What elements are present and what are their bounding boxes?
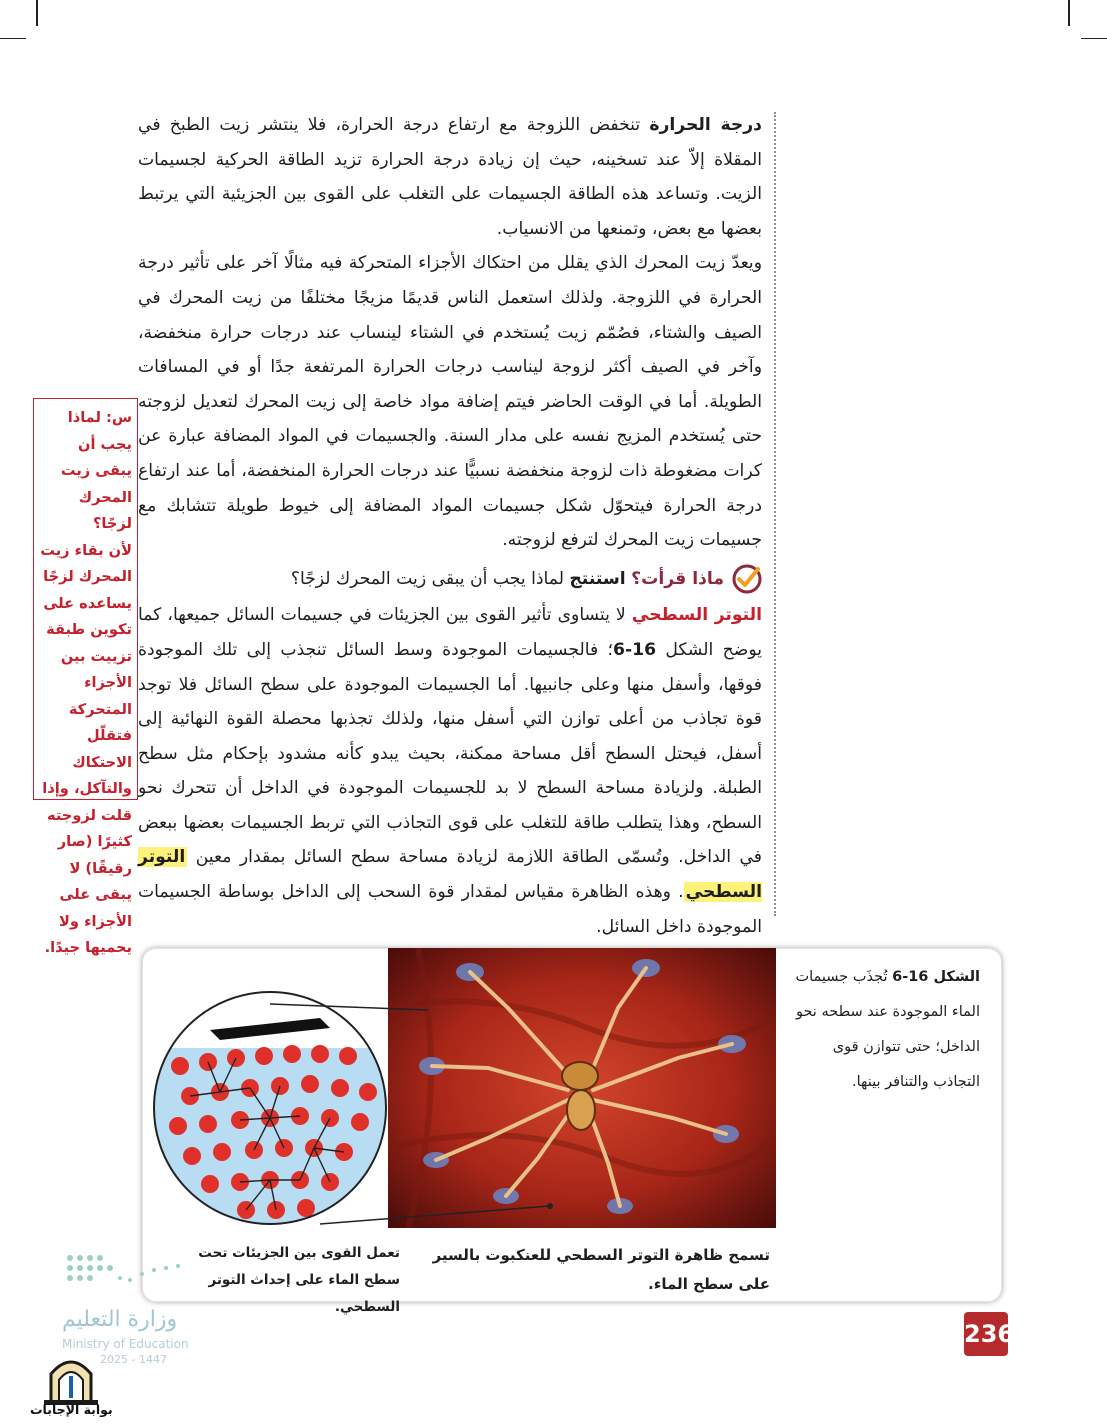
body-text bbox=[138, 108, 762, 944]
checkmark-icon bbox=[732, 564, 762, 594]
term-surface-tension-highlight: التوتر السطحي bbox=[138, 847, 762, 903]
ministry-logo-dots bbox=[62, 1250, 192, 1294]
crop-mark-left-h bbox=[0, 38, 26, 39]
reading-check-head: ماذا قرأت؟ bbox=[631, 568, 724, 589]
page-number-badge: 236 bbox=[964, 1312, 1008, 1356]
reading-check-text: لماذا يجب أن يبقى زيت المحرك لزجًا؟ bbox=[290, 568, 570, 589]
answers-gate-text: بوابة الإجابات bbox=[30, 1402, 113, 1417]
ministry-name-english: Ministry of Education bbox=[62, 1337, 189, 1351]
figure-caption bbox=[790, 960, 980, 1100]
reading-check bbox=[138, 562, 762, 597]
ministry-name-arabic: وزارة التعليم bbox=[62, 1307, 178, 1332]
side-note-question: س: لماذا يجب أن يبقى زيت المحرك لزجًا؟ bbox=[60, 409, 132, 532]
paragraph-motor-oil: ويعدّ زيت المحرك الذي يقلل من احتكاك الأجزاء المتحركة فيه مثالًا آخر على تأثير درجة الحرارة في اللزوجة. ولذلك استعمل الناس قديمًا مزيجًا مختلفًا من زيت المحرك في الصيف والشتاء، فصُمّم زيت يُستخدم في الشتاء لينساب عند درجات حرارة منخفضة، وآخر في الصيف أكثر لزوجة ليناسب درجات الحرارة المرتفعة جدًا أو في المسافات الطويلة. أما في الوقت الحاضر فيتم إضافة مواد خاصة إلى زيت المحرك لتعديل لزوجته حتى يُستخدم المزيج نفسه على مدار السنة. والجسيمات في المواد المضافة عبارة عن كرات مضغوطة ذات لزوجة منخفضة نسبيًّا عند درجات الحرارة المنخفضة، أما عند ارتفاع درجة الحرارة فيتحوّل شكل جسيمات المواد المضافة إلى خيوط طويلة تتشابك مع جسيمات زيت المحرك لترفع لزوجته. bbox=[138, 253, 762, 551]
zoom-callout-lines bbox=[230, 990, 560, 1230]
crop-mark-top-left bbox=[36, 0, 38, 26]
side-note-box bbox=[33, 398, 138, 956]
figure-caption-text: تُجذَب جسيمات الماء الموجودة عند سطحه نحو الداخل؛ حتى تتوازن قوى التجاذب والتنافر بينها. bbox=[795, 969, 980, 1090]
term-temperature: درجة الحرارة bbox=[649, 115, 762, 135]
reading-check-verb: استنتج bbox=[569, 568, 626, 589]
side-note-answer: لأن بقاء زيت المحرك لزجًا يساعده على تكوين طبقة تزييت بين الأجزاء المتحركة فتقلّل الاحتكاك والتآكل، وإذا قلت لزوجته كثيرًا (صار رقيقًا) لا يبقى على الأجزاء ولا يحميها جيدًا. bbox=[40, 541, 132, 956]
paragraph-surface-tension: التوتر السطحي لا يتساوى تأثير القوى بين الجزيئات في جسيمات السائل جميعها، كما يوضح الشكل 16-6؛ فالجسيمات الموجودة وسط السائل تنجذب إلى تلك الموجودة فوقها، وأسفل منها وعلى جانبيها. أما الجسيمات الموجودة على سطح السائل فلا توجد قوة تجاذب من أعلى توازن التي أسفل منها، ولذلك تجذبها محصلة القوة النهائية إلى أسفل، فيحتل السطح أقل مساحة ممكنة، بحيث يبدو كأنه مشدود بإحكام مثل سطح الطبلة. ولزيادة مساحة السطح لا بد للجسيمات الموجودة في الداخل أن تتحرك نحو السطح، وهذا يتطلب طاقة للتغلب على قوى التجاذب التي تربط الجسيمات بعضها ببعض في الداخل. وتُسمّى الطاقة اللازمة لزيادة مساحة سطح السائل بمقدار معين التوتر السطحي. وهذه الظاهرة مقياس لمقدار قوة السحب إلى الداخل بوساطة الجسيمات الموجودة داخل السائل. bbox=[138, 605, 762, 937]
crop-mark-top-right bbox=[1068, 0, 1070, 26]
column-dotted-rule bbox=[774, 112, 776, 916]
paragraph-temperature: درجة الحرارة تنخفض اللزوجة مع ارتفاع درجة الحرارة، فلا ينتشر زيت الطبخ في المقلاة إلاّ عند تسخينه، حيث إن زيادة درجة الحرارة تزيد الطاقة الحركية لجسيمات الزيت. وتساعد هذه الطاقة الجسيمات على التغلب على القوى بين الجزيئية التي يرتبط بعضها مع بعض، وتمنعها من الانسياب. bbox=[138, 115, 762, 239]
crop-mark-right-h bbox=[1081, 38, 1107, 39]
figure-reference: 16-6 bbox=[613, 639, 657, 660]
edition-year: 2025 - 1447 bbox=[100, 1353, 167, 1366]
term-surface-tension: التوتر السطحي bbox=[631, 605, 762, 626]
circle-caption: تعمل القوى بين الجزيئات تحت سطح الماء على إحداث التوتر السطحي. bbox=[198, 1245, 400, 1315]
photo-caption: تسمح ظاهرة التوتر السطحي للعنكبوت بالسير على سطح الماء. bbox=[432, 1246, 770, 1293]
figure-label: الشكل 16-6 bbox=[892, 969, 980, 985]
